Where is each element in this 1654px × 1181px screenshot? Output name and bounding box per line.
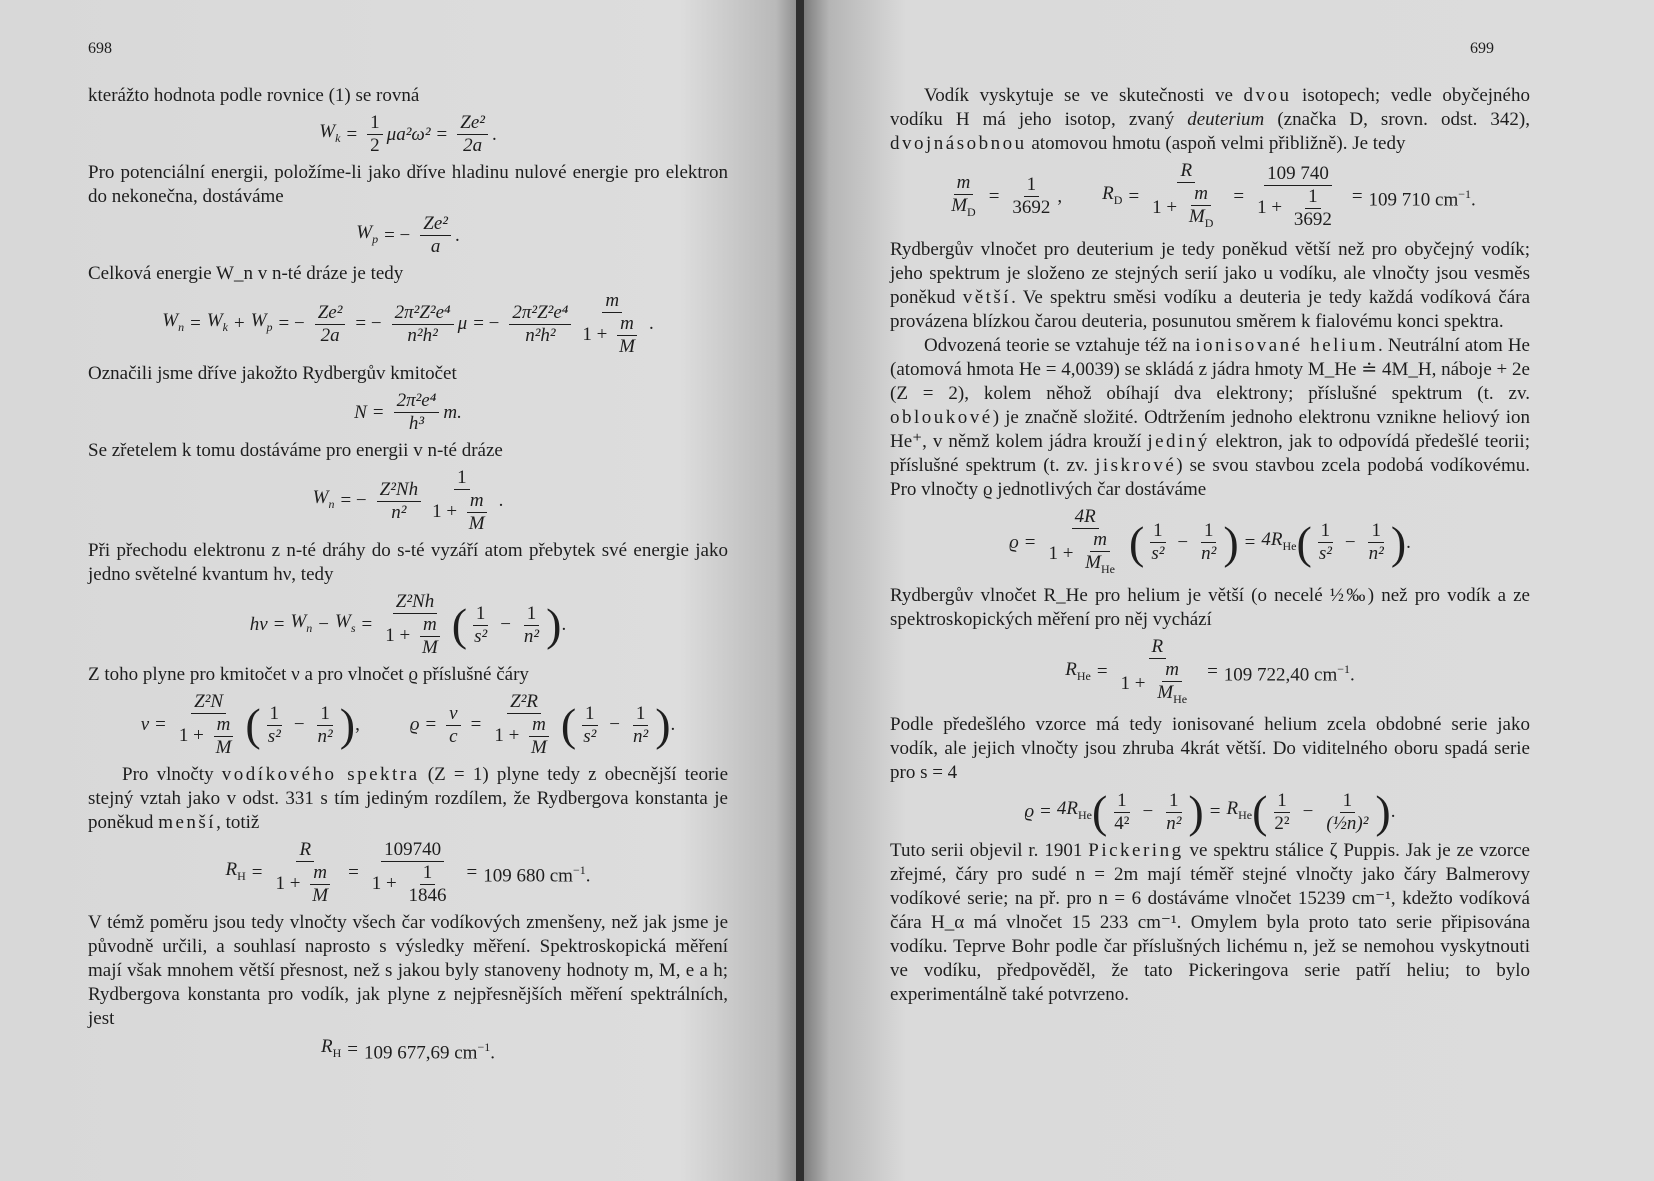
paragraph: Vodík vyskytuje se ve skutečnosti ve dvou isotopech; vedle obyčejného vodíku H má jeho isotop, zvaný deuterium (značka D, srovn. odst. 342), dvojnásobnou atomovou hmotu (aspoň velmi přibližně). Je tedy bbox=[890, 85, 1530, 154]
equation: $R_H$ = 109 677,69 $cm^{-1}$. bbox=[321, 1036, 495, 1064]
equation: $R_H$ = R 1 + $\frac{m}{M}$ = 109740 1 + $\frac{1}{1846}$ = 109 680 $cm^{-1}$. bbox=[225, 839, 591, 906]
page-number: 699 bbox=[1470, 40, 1494, 57]
equation: ϱ = $4R_{He}$ ( $\frac{1}{\text{4²}}$ − $\frac{1}{\text{n²}}$ ) = $R_{He}$ ( $\frac{1}{\text{2²}}$ − $\frac{1}{\text{(½n)²}}$ ) . bbox=[1024, 786, 1396, 838]
equation: hν = $W_n$ − $W_s$ = Z²Nh 1 + $\frac{m}{M}$ ( $\frac{1}{\text{s²}}$ − $\frac{1}{\text{n²}}$ ) . bbox=[249, 591, 567, 658]
equation: ν = Z²N 1 + $\frac{m}{M}$ ( $\frac{1}{\text{s²}}$ − $\frac{1}{\text{n²}}$ ) , ϱ = $\frac{\nu}{c}$ = Z²R 1 + $\frac{m}{M}$ ( $\frac{1}{\text{s²}}$ − $\frac{1}{\text{n²}}$ ) . bbox=[140, 691, 676, 758]
text-column bbox=[88, 84, 728, 1069]
equation: $R_{He}$ = R 1 + $\frac{m}{M_{He}}$ = 109 722,40 $cm^{-1}$. bbox=[1065, 635, 1355, 706]
paragraph: Se zřetelem k tomu dostáváme pro energii v n-té dráze bbox=[88, 440, 503, 461]
paragraph: Celková energie W_n v n-té dráze je tedy bbox=[88, 263, 404, 284]
paragraph: Pro potenciální energii, položíme-li jako dříve hladinu nulové energie pro elektron do nekonečna, dostáváme bbox=[88, 162, 728, 207]
paragraph: V témž poměru jsou tedy vlnočty všech čar vodíkových zmenšeny, než jak jsme je původně určili, a souhlasí naprosto s výsledky měření. Spektroskopická měření mají však mnohem větší přesnost, než s jakou byly stanoveny hodnoty m, M, e a h; Rydbergova konstanta pro vodík, jak plyne z nejpřesnějších měření spektrálních, jest bbox=[88, 912, 728, 1029]
paragraph: Z toho plyne pro kmitočet ν a pro vlnočet ϱ příslušné čáry bbox=[88, 664, 529, 685]
paragraph: Rydbergův vlnočet R_He pro helium je větší (o necelé ½‰) než pro vodík a ze spektroskopických měření pro něj vychází bbox=[890, 584, 1530, 630]
paragraph: Rydbergův vlnočet pro deuterium je tedy poněkud větší než pro obyčejný vodík; jeho spektrum je složeno ze stejných serií jako u vodíku, ale vlnočty jsou vesměs poněkud větší. Ve spektru směsi vodíku a deuteria je tedy každá vodíková čára provázena blízkou čarou deuteria, posunutou směrem k fialovému konci spektra. bbox=[890, 238, 1530, 332]
paragraph: Při přechodu elektronu z n-té dráhy do s-té vyzáří atom přebytek své energie jako jedno světelné kvantum hν, tedy bbox=[88, 540, 728, 585]
text-column bbox=[890, 84, 1530, 1007]
equation: ϱ = 4R 1 + $\frac{m}{M_{He}}$ ( $\frac{1}{\text{s²}}$ − $\frac{1}{\text{n²}}$ ) = $4R_{He}$ ( $\frac{1}{\text{s²}}$ − $\frac{1}{\text{n²}}$ ) . bbox=[1009, 505, 1411, 576]
equation: $W_p$ = − $\frac{\text{Ze²}}{a}$ . bbox=[356, 213, 460, 257]
paragraph: Odvozená teorie se vztahuje též na ionisované helium. Neutrální atom He (atomová hmota He = 4,0039) se skládá z jádra hmoty M_He ≐ 4M_H, náboje + 2e (Z = 2), kolem něhož obíhají dva elektrony; příslušné spektrum (t. zv. obloukové) je značně složité. Odtržením jednoho elektronu vznikne heliový ion He⁺, v němž kolem jádra krouží jediný elektron, jak to odpovídá předešlé teorii; příslušné spektrum (t. zv. jiskrové) se svou stavbou zcela podobá vodíkovému. Pro vlnočty ϱ jednotlivých čar dostáváme bbox=[890, 334, 1531, 500]
left-page bbox=[0, 0, 800, 1181]
paragraph: Podle předešlého vzorce má tedy ionisované helium zcela obdobné serie jako vodík, ale jejich vlnočty jsou zhruba 4krát větší. Do viditelného oboru spadá serie pro s = 4 bbox=[890, 714, 1530, 784]
equation: $W_k$ = $\frac{1}{2}$ μa²ω² = $\frac{\text{Ze²}}{2a}$ . bbox=[319, 112, 497, 156]
paragraph: Označili jsme dříve jakožto Rydbergův kmitočet bbox=[88, 363, 457, 384]
equation: $W_n$ = − $\frac{\text{Z²Nh}}{\text{n²}}$ 1 1 + $\frac{m}{M}$ . bbox=[312, 467, 504, 534]
paragraph: Pro vlnočty vodíkového spektra (Z = 1) plyne tedy z obecnější teorie stejný vztah jako v odst. 331 s tím jediným rozdílem, že Rydbergova konstanta je poněkud menší, totiž bbox=[88, 764, 729, 833]
right-page bbox=[804, 0, 1654, 1181]
paragraph: Tuto serii objevil r. 1901 Pickering ve spektru stálice ζ Puppis. Jak je ze vzorce zřejmé, čáry pro sudé n = 2m mají téměř stejné vlnočty jako čáry Balmerovy vodíkové serie; na př. pro n = 6 dostáváme vlnočet 15239 cm⁻¹, kdežto vodíková čára H_α má vlnočet 15 233 cm⁻¹. Omylem byla proto tato serie připisována vodíku. Teprve Bohr podle čar příslušných lichému n, jež se nemohou vyskytnouti ve vodíku, předpověděl, že tato Pickeringova serie patří heliu; to bylo experimentálně také potvrzeno. bbox=[890, 840, 1530, 1006]
paragraph: kterážto hodnota podle rovnice (1) se rovná bbox=[88, 85, 420, 106]
page-number: 698 bbox=[88, 40, 112, 57]
equation: $\frac{m}{M_D}$ = $\frac{1}{3692}$ , $R_D$ = R 1 + $\frac{m}{M_D}$ = 109 740 1 + $\frac{1}{3692}$ = 109 710 $cm^{-1}$. bbox=[951, 160, 1476, 230]
equation: N = $\frac{\text{2π²e⁴}}{\text{h³}}$ m. bbox=[354, 390, 462, 434]
equation: $W_n$ = $W_k$ + $W_p$ = − $\frac{\text{Ze²}}{2a}$ = − $\frac{\text{2π²Z²e⁴}}{\text{n²h²}}$ μ = − $\frac{\text{2π²Z²e⁴}}{\text{n²h²}}$ m 1 + $\frac{m}{M}$ . bbox=[162, 290, 654, 357]
